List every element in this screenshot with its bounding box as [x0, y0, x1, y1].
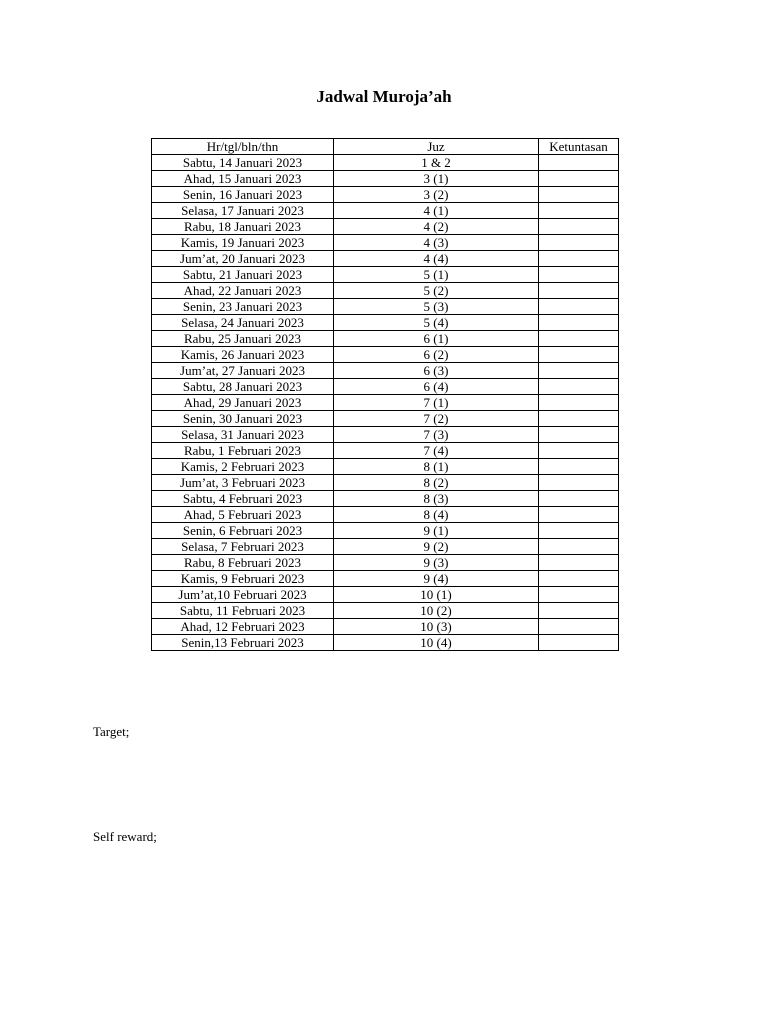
juz-cell: 5 (2) [334, 283, 539, 299]
juz-cell: 9 (4) [334, 571, 539, 587]
table-row [152, 283, 619, 299]
completion-cell[interactable] [539, 171, 619, 187]
table-row [152, 347, 619, 363]
completion-cell[interactable] [539, 571, 619, 587]
date-cell: Sabtu, 14 Januari 2023 [152, 155, 334, 171]
date-cell: Kamis, 19 Januari 2023 [152, 235, 334, 251]
column-header-juz: Juz [334, 139, 539, 155]
completion-cell[interactable] [539, 539, 619, 555]
date-cell: Ahad, 5 Februari 2023 [152, 507, 334, 523]
completion-cell[interactable] [539, 427, 619, 443]
juz-cell: 9 (3) [334, 555, 539, 571]
completion-cell[interactable] [539, 587, 619, 603]
juz-cell: 8 (2) [334, 475, 539, 491]
completion-cell[interactable] [539, 491, 619, 507]
date-cell: Kamis, 9 Februari 2023 [152, 571, 334, 587]
table-row [152, 427, 619, 443]
date-cell: Rabu, 1 Februari 2023 [152, 443, 334, 459]
self-reward-label: Self reward; [93, 829, 157, 844]
date-cell: Jum’at, 27 Januari 2023 [152, 363, 334, 379]
juz-cell: 1 & 2 [334, 155, 539, 171]
date-cell: Ahad, 15 Januari 2023 [152, 171, 334, 187]
juz-cell: 7 (3) [334, 427, 539, 443]
table-row [152, 587, 619, 603]
date-cell: Rabu, 25 Januari 2023 [152, 331, 334, 347]
table-row [152, 475, 619, 491]
completion-cell[interactable] [539, 331, 619, 347]
completion-cell[interactable] [539, 299, 619, 315]
date-cell: Senin, 23 Januari 2023 [152, 299, 334, 315]
date-cell: Rabu, 8 Februari 2023 [152, 555, 334, 571]
date-cell: Jum’at, 3 Februari 2023 [152, 475, 334, 491]
table-row [152, 443, 619, 459]
completion-cell[interactable] [539, 475, 619, 491]
completion-cell[interactable] [539, 219, 619, 235]
juz-cell: 9 (2) [334, 539, 539, 555]
date-cell: Ahad, 12 Februari 2023 [152, 619, 334, 635]
juz-cell: 5 (4) [334, 315, 539, 331]
juz-cell: 7 (4) [334, 443, 539, 459]
completion-cell[interactable] [539, 603, 619, 619]
juz-cell: 4 (3) [334, 235, 539, 251]
juz-cell: 10 (3) [334, 619, 539, 635]
date-cell: Selasa, 31 Januari 2023 [152, 427, 334, 443]
table-row [152, 251, 619, 267]
completion-cell[interactable] [539, 315, 619, 331]
juz-cell: 7 (1) [334, 395, 539, 411]
completion-cell[interactable] [539, 619, 619, 635]
page-title: Jadwal Muroja’ah [316, 87, 452, 106]
completion-cell[interactable] [539, 347, 619, 363]
date-cell: Selasa, 17 Januari 2023 [152, 203, 334, 219]
schedule-table [151, 138, 619, 651]
date-cell: Sabtu, 4 Februari 2023 [152, 491, 334, 507]
table-row [152, 155, 619, 171]
juz-cell: 3 (1) [334, 171, 539, 187]
juz-cell: 6 (1) [334, 331, 539, 347]
table-row [152, 523, 619, 539]
completion-cell[interactable] [539, 443, 619, 459]
completion-cell[interactable] [539, 155, 619, 171]
table-row [152, 363, 619, 379]
table-row [152, 603, 619, 619]
date-cell: Jum’at, 20 Januari 2023 [152, 251, 334, 267]
table-row [152, 459, 619, 475]
juz-cell: 8 (4) [334, 507, 539, 523]
table-row [152, 395, 619, 411]
column-header-date: Hr/tgl/bln/thn [152, 139, 334, 155]
date-cell: Sabtu, 11 Februari 2023 [152, 603, 334, 619]
completion-cell[interactable] [539, 635, 619, 651]
table-row [152, 411, 619, 427]
table-row [152, 187, 619, 203]
date-cell: Kamis, 26 Januari 2023 [152, 347, 334, 363]
date-cell: Selasa, 24 Januari 2023 [152, 315, 334, 331]
table-header-row [152, 139, 619, 155]
date-cell: Senin, 6 Februari 2023 [152, 523, 334, 539]
juz-cell: 6 (2) [334, 347, 539, 363]
completion-cell[interactable] [539, 459, 619, 475]
completion-cell[interactable] [539, 251, 619, 267]
date-cell: Sabtu, 28 Januari 2023 [152, 379, 334, 395]
juz-cell: 3 (2) [334, 187, 539, 203]
completion-cell[interactable] [539, 283, 619, 299]
date-cell: Senin,13 Februari 2023 [152, 635, 334, 651]
juz-cell: 7 (2) [334, 411, 539, 427]
juz-cell: 5 (1) [334, 267, 539, 283]
target-label: Target; [93, 724, 130, 739]
completion-cell[interactable] [539, 363, 619, 379]
date-cell: Jum’at,10 Februari 2023 [152, 587, 334, 603]
table-row [152, 203, 619, 219]
date-cell: Senin, 16 Januari 2023 [152, 187, 334, 203]
table-row [152, 571, 619, 587]
juz-cell: 10 (1) [334, 587, 539, 603]
date-cell: Selasa, 7 Februari 2023 [152, 539, 334, 555]
table-row [152, 299, 619, 315]
completion-cell[interactable] [539, 187, 619, 203]
juz-cell: 5 (3) [334, 299, 539, 315]
table-row [152, 539, 619, 555]
completion-cell[interactable] [539, 523, 619, 539]
juz-cell: 4 (2) [334, 219, 539, 235]
date-cell: Senin, 30 Januari 2023 [152, 411, 334, 427]
juz-cell: 9 (1) [334, 523, 539, 539]
column-header-completion: Ketuntasan [539, 139, 619, 155]
table-row [152, 555, 619, 571]
table-row [152, 491, 619, 507]
juz-cell: 10 (4) [334, 635, 539, 651]
completion-cell[interactable] [539, 379, 619, 395]
date-cell: Sabtu, 21 Januari 2023 [152, 267, 334, 283]
table-row [152, 267, 619, 283]
juz-cell: 8 (1) [334, 459, 539, 475]
table-row [152, 379, 619, 395]
table-row [152, 235, 619, 251]
table-row [152, 331, 619, 347]
table-row [152, 171, 619, 187]
completion-cell[interactable] [539, 235, 619, 251]
table-row [152, 507, 619, 523]
juz-cell: 4 (4) [334, 251, 539, 267]
date-cell: Kamis, 2 Februari 2023 [152, 459, 334, 475]
juz-cell: 6 (4) [334, 379, 539, 395]
juz-cell: 8 (3) [334, 491, 539, 507]
juz-cell: 10 (2) [334, 603, 539, 619]
table-row [152, 315, 619, 331]
juz-cell: 4 (1) [334, 203, 539, 219]
completion-cell[interactable] [539, 395, 619, 411]
completion-cell[interactable] [539, 555, 619, 571]
date-cell: Ahad, 29 Januari 2023 [152, 395, 334, 411]
completion-cell[interactable] [539, 203, 619, 219]
table-row [152, 219, 619, 235]
table-row [152, 635, 619, 651]
date-cell: Ahad, 22 Januari 2023 [152, 283, 334, 299]
date-cell: Rabu, 18 Januari 2023 [152, 219, 334, 235]
schedule-table-body [152, 155, 619, 651]
completion-cell[interactable] [539, 411, 619, 427]
juz-cell: 6 (3) [334, 363, 539, 379]
table-row [152, 619, 619, 635]
completion-cell[interactable] [539, 267, 619, 283]
completion-cell[interactable] [539, 507, 619, 523]
